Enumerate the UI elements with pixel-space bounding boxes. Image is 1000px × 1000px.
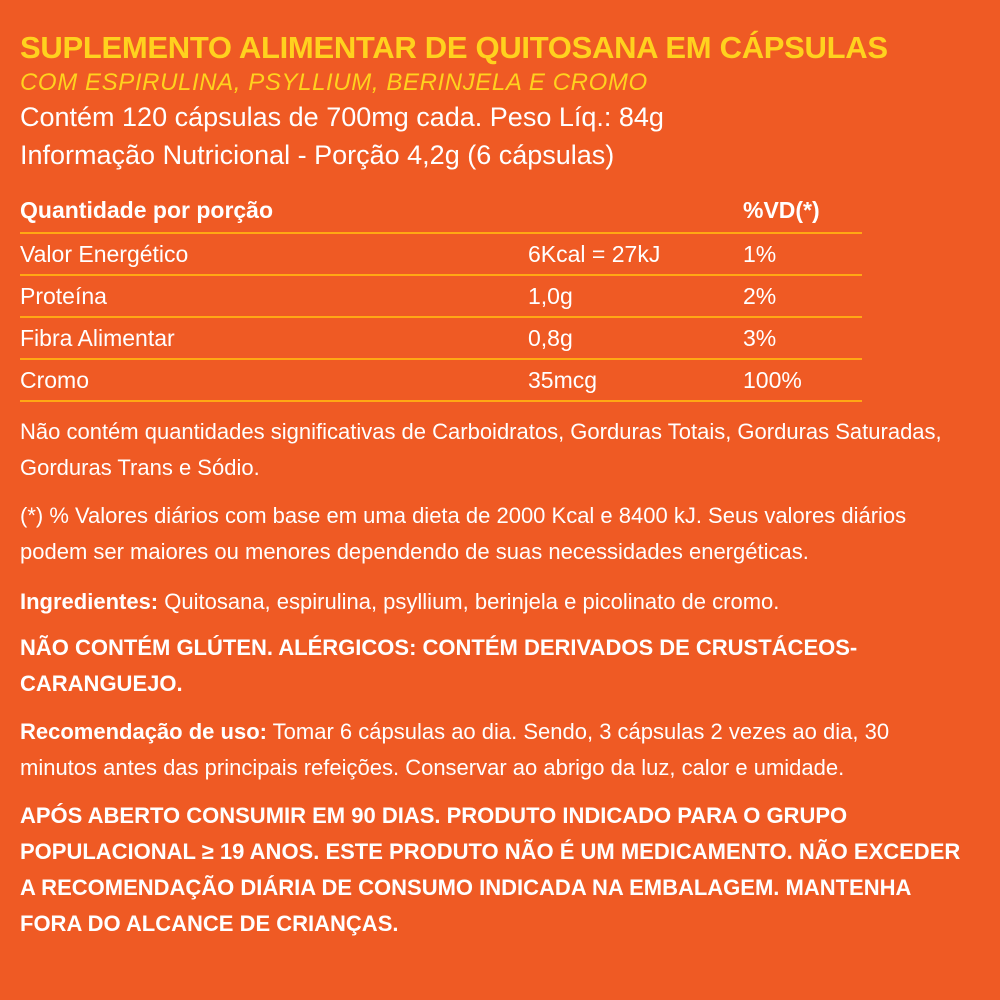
usage-label: Recomendação de uso: — [20, 719, 267, 744]
nutrient-name: Proteína — [20, 275, 528, 317]
ingredients-paragraph — [20, 584, 970, 620]
usage-paragraph — [20, 714, 970, 786]
nutrition-table — [20, 188, 862, 402]
ingredients-label: Ingredientes: — [20, 589, 159, 614]
header-amount — [528, 188, 743, 233]
nutrient-amount: 6Kcal = 27kJ — [528, 233, 743, 275]
table-row — [20, 317, 862, 359]
nutrient-amount: 1,0g — [528, 275, 743, 317]
nutrient-vd: 100% — [743, 359, 862, 401]
product-subtitle: COM ESPIRULINA, PSYLLIUM, BERINJELA E CROMO — [20, 69, 648, 96]
product-title: SUPLEMENTO ALIMENTAR DE QUITOSANA EM CÁPSULAS — [20, 30, 888, 65]
nutrient-amount: 35mcg — [528, 359, 743, 401]
usage-text: Tomar 6 cápsulas ao dia. Sendo, 3 cápsulas 2 vezes ao dia, 30 minutos antes das principais refeições. Conservar ao abrigo da luz, calor e umidade. — [20, 719, 890, 780]
nutrient-amount: 0,8g — [528, 317, 743, 359]
nutrient-vd: 3% — [743, 317, 862, 359]
serving-line: Informação Nutricional - Porção 4,2g (6 cápsulas) — [20, 140, 615, 170]
nutrient-vd: 2% — [743, 275, 862, 317]
daily-values-note: (*) % Valores diários com base em uma dieta de 2000 Kcal e 8400 kJ. Seus valores diários podem ser maiores ou menores dependendo de suas necessidades energéticas. — [20, 503, 907, 564]
header-vd: %VD(*) — [743, 188, 862, 233]
nutrient-vd: 1% — [743, 233, 862, 275]
nutrient-name: Valor Energético — [20, 233, 528, 275]
not-significant-note: Não contém quantidades significativas de Carboidratos, Gorduras Totais, Gorduras Saturadas, Gorduras Trans e Sódio. — [20, 419, 942, 480]
table-row — [20, 275, 862, 317]
label-panel — [20, 28, 970, 942]
nutrient-name: Cromo — [20, 359, 528, 401]
nutrient-name: Fibra Alimentar — [20, 317, 528, 359]
allergen-warning: NÃO CONTÉM GLÚTEN. ALÉRGICOS: CONTÉM DERIVADOS DE CRUSTÁCEOS-CARANGUEJO. — [20, 635, 858, 696]
contents-line: Contém 120 cápsulas de 700mg cada. Peso Líq.: 84g — [20, 102, 664, 132]
table-row — [20, 359, 862, 401]
ingredients-text: Quitosana, espirulina, psyllium, berinjela e picolinato de cromo. — [164, 589, 780, 614]
table-header-row — [20, 188, 862, 233]
table-row — [20, 233, 862, 275]
consumption-warning: APÓS ABERTO CONSUMIR EM 90 DIAS. PRODUTO INDICADO PARA O GRUPO POPULACIONAL ≥ 19 ANOS. ESTE PRODUTO NÃO É UM MEDICAMENTO. NÃO EXCEDER A RECOMENDAÇÃO DIÁRIA DE CONSUMO INDICADA NA EMBALAGEM. MANTENHA FORA DO ALCANCE DE CRIANÇAS. — [20, 803, 961, 936]
header-quantity: Quantidade por porção — [20, 188, 528, 233]
